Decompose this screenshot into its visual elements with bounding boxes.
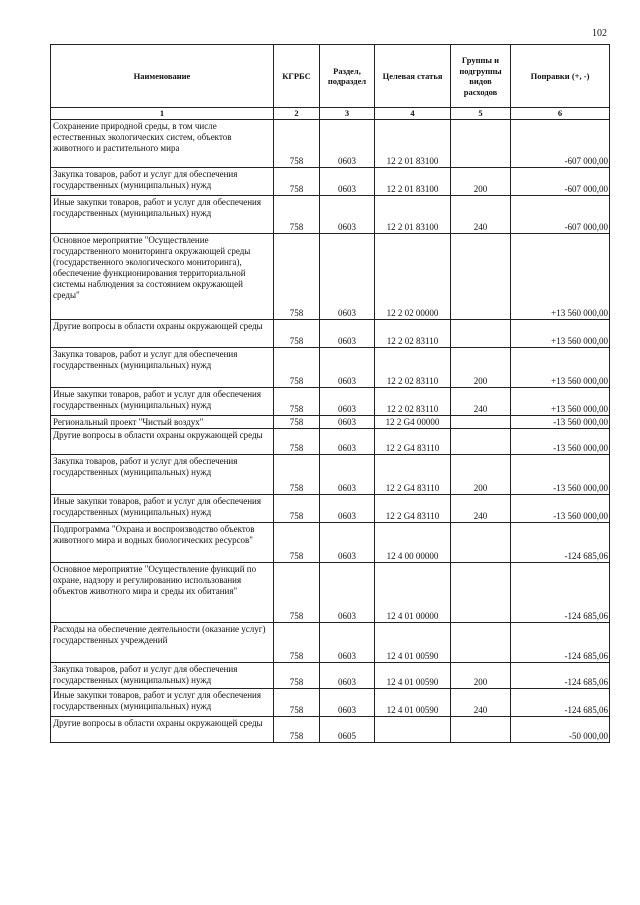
row-target-article bbox=[375, 717, 451, 743]
row-target-article: 12 2 02 00000 bbox=[375, 234, 451, 320]
row-target-article: 12 2 02 83110 bbox=[375, 348, 451, 388]
row-section: 0603 bbox=[320, 495, 375, 523]
column-number: 3 bbox=[320, 108, 375, 120]
table-row bbox=[51, 234, 610, 320]
table-row bbox=[51, 348, 610, 388]
row-amendment: +13 560 000,00 bbox=[511, 234, 610, 320]
row-amendment: -124 685,06 bbox=[511, 623, 610, 663]
row-target-article: 12 2 G4 83110 bbox=[375, 495, 451, 523]
row-amendment: -13 560 000,00 bbox=[511, 429, 610, 455]
row-expense-group bbox=[451, 416, 511, 429]
column-number: 6 bbox=[511, 108, 610, 120]
header-name: Наименование bbox=[51, 45, 274, 108]
column-number: 5 bbox=[451, 108, 511, 120]
row-kgrbs: 758 bbox=[274, 523, 320, 563]
row-kgrbs: 758 bbox=[274, 623, 320, 663]
row-kgrbs: 758 bbox=[274, 196, 320, 234]
row-expense-group bbox=[451, 320, 511, 348]
row-name: Закупка товаров, работ и услуг для обеспечения государственных (муниципальных) нужд bbox=[51, 663, 274, 689]
row-target-article: 12 4 01 00590 bbox=[375, 689, 451, 717]
row-expense-group: 200 bbox=[451, 663, 511, 689]
row-expense-group bbox=[451, 717, 511, 743]
column-number-row bbox=[51, 108, 610, 120]
row-name: Закупка товаров, работ и услуг для обеспечения государственных (муниципальных) нужд bbox=[51, 455, 274, 495]
row-name: Основное мероприятие "Осуществление функций по охране, надзору и регулированию использования объектов животного мира и среды их обитания" bbox=[51, 563, 274, 623]
row-target-article: 12 2 G4 00000 bbox=[375, 416, 451, 429]
row-expense-group: 200 bbox=[451, 455, 511, 495]
row-name: Основное мероприятие "Осуществление государственного мониторинга окружающей среды (государственного экологического мониторинга), обеспечение функционирования территориальной системы наблюдения за состоянием окружающей среды" bbox=[51, 234, 274, 320]
row-name: Расходы на обеспечение деятельности (оказание услуг) государственных учреждений bbox=[51, 623, 274, 663]
row-kgrbs: 758 bbox=[274, 717, 320, 743]
row-amendment: -607 000,00 bbox=[511, 196, 610, 234]
row-kgrbs: 758 bbox=[274, 320, 320, 348]
row-target-article: 12 2 01 83100 bbox=[375, 196, 451, 234]
table-row bbox=[51, 429, 610, 455]
row-target-article: 12 2 G4 83110 bbox=[375, 455, 451, 495]
row-name: Сохранение природной среды, в том числе естественных экологических систем, объектов животного и растительного мира bbox=[51, 120, 274, 168]
row-section: 0603 bbox=[320, 416, 375, 429]
table-row bbox=[51, 623, 610, 663]
row-expense-group: 240 bbox=[451, 689, 511, 717]
table-row bbox=[51, 689, 610, 717]
row-target-article: 12 4 01 00000 bbox=[375, 563, 451, 623]
table-header-row bbox=[51, 45, 610, 108]
row-kgrbs: 758 bbox=[274, 689, 320, 717]
row-section: 0603 bbox=[320, 196, 375, 234]
row-kgrbs: 758 bbox=[274, 563, 320, 623]
row-expense-group bbox=[451, 120, 511, 168]
row-expense-group: 240 bbox=[451, 388, 511, 416]
row-amendment: -13 560 000,00 bbox=[511, 416, 610, 429]
row-section: 0603 bbox=[320, 663, 375, 689]
table-row bbox=[51, 388, 610, 416]
row-expense-group bbox=[451, 623, 511, 663]
row-expense-group: 240 bbox=[451, 495, 511, 523]
row-kgrbs: 758 bbox=[274, 455, 320, 495]
row-section: 0603 bbox=[320, 348, 375, 388]
row-target-article: 12 4 01 00590 bbox=[375, 663, 451, 689]
row-expense-group: 200 bbox=[451, 168, 511, 196]
header-target: Целевая статья bbox=[375, 45, 451, 108]
table-row bbox=[51, 523, 610, 563]
row-target-article: 12 4 00 00000 bbox=[375, 523, 451, 563]
row-amendment: +13 560 000,00 bbox=[511, 320, 610, 348]
row-section: 0605 bbox=[320, 717, 375, 743]
table-row bbox=[51, 563, 610, 623]
row-target-article: 12 2 02 83110 bbox=[375, 320, 451, 348]
table-row bbox=[51, 663, 610, 689]
row-amendment: -124 685,06 bbox=[511, 563, 610, 623]
row-amendment: -607 000,00 bbox=[511, 120, 610, 168]
row-section: 0603 bbox=[320, 429, 375, 455]
row-section: 0603 bbox=[320, 168, 375, 196]
page-number: 102 bbox=[592, 28, 607, 39]
row-kgrbs: 758 bbox=[274, 416, 320, 429]
row-name: Другие вопросы в области охраны окружающей среды bbox=[51, 320, 274, 348]
header-kgrbs: КГРБС bbox=[274, 45, 320, 108]
row-name: Региональный проект "Чистый воздух" bbox=[51, 416, 274, 429]
row-name: Закупка товаров, работ и услуг для обеспечения государственных (муниципальных) нужд bbox=[51, 168, 274, 196]
row-name: Подпрограмма "Охрана и воспроизводство объектов животного мира и водных биологических ресурсов" bbox=[51, 523, 274, 563]
row-kgrbs: 758 bbox=[274, 495, 320, 523]
column-number: 2 bbox=[274, 108, 320, 120]
row-section: 0603 bbox=[320, 623, 375, 663]
row-kgrbs: 758 bbox=[274, 663, 320, 689]
row-amendment: -124 685,06 bbox=[511, 689, 610, 717]
row-expense-group bbox=[451, 523, 511, 563]
row-name: Закупка товаров, работ и услуг для обеспечения государственных (муниципальных) нужд bbox=[51, 348, 274, 388]
row-target-article: 12 2 G4 83110 bbox=[375, 429, 451, 455]
row-amendment: -124 685,06 bbox=[511, 663, 610, 689]
row-amendment: +13 560 000,00 bbox=[511, 348, 610, 388]
row-name: Другие вопросы в области охраны окружающей среды bbox=[51, 717, 274, 743]
row-amendment: -50 000,00 bbox=[511, 717, 610, 743]
header-amendments: Поправки (+, -) bbox=[511, 45, 610, 108]
row-name: Иные закупки товаров, работ и услуг для обеспечения государственных (муниципальных) нужд bbox=[51, 495, 274, 523]
table-row bbox=[51, 717, 610, 743]
row-target-article: 12 4 01 00590 bbox=[375, 623, 451, 663]
row-kgrbs: 758 bbox=[274, 388, 320, 416]
row-section: 0603 bbox=[320, 388, 375, 416]
header-groups: Группы и подгруппы видов расходов bbox=[451, 45, 511, 108]
column-number: 4 bbox=[375, 108, 451, 120]
row-section: 0603 bbox=[320, 689, 375, 717]
table-row bbox=[51, 196, 610, 234]
row-kgrbs: 758 bbox=[274, 234, 320, 320]
row-kgrbs: 758 bbox=[274, 348, 320, 388]
table-row bbox=[51, 120, 610, 168]
budget-amendments-table bbox=[50, 44, 610, 743]
row-expense-group: 200 bbox=[451, 348, 511, 388]
row-name: Иные закупки товаров, работ и услуг для обеспечения государственных (муниципальных) нужд bbox=[51, 388, 274, 416]
row-amendment: -13 560 000,00 bbox=[511, 455, 610, 495]
row-name: Иные закупки товаров, работ и услуг для обеспечения государственных (муниципальных) нужд bbox=[51, 196, 274, 234]
row-section: 0603 bbox=[320, 455, 375, 495]
table-row bbox=[51, 320, 610, 348]
table-row bbox=[51, 455, 610, 495]
row-name: Иные закупки товаров, работ и услуг для обеспечения государственных (муниципальных) нужд bbox=[51, 689, 274, 717]
row-section: 0603 bbox=[320, 563, 375, 623]
row-target-article: 12 2 02 83110 bbox=[375, 388, 451, 416]
row-expense-group bbox=[451, 234, 511, 320]
row-kgrbs: 758 bbox=[274, 120, 320, 168]
column-number: 1 bbox=[51, 108, 274, 120]
table-row bbox=[51, 495, 610, 523]
row-section: 0603 bbox=[320, 120, 375, 168]
row-section: 0603 bbox=[320, 320, 375, 348]
row-amendment: -124 685,06 bbox=[511, 523, 610, 563]
row-name: Другие вопросы в области охраны окружающей среды bbox=[51, 429, 274, 455]
row-kgrbs: 758 bbox=[274, 429, 320, 455]
row-expense-group: 240 bbox=[451, 196, 511, 234]
table-row bbox=[51, 168, 610, 196]
table-row bbox=[51, 416, 610, 429]
row-section: 0603 bbox=[320, 523, 375, 563]
row-target-article: 12 2 01 83100 bbox=[375, 120, 451, 168]
row-amendment: -607 000,00 bbox=[511, 168, 610, 196]
row-amendment: -13 560 000,00 bbox=[511, 495, 610, 523]
header-section: Раздел, подраздел bbox=[320, 45, 375, 108]
row-target-article: 12 2 01 83100 bbox=[375, 168, 451, 196]
row-section: 0603 bbox=[320, 234, 375, 320]
row-amendment: +13 560 000,00 bbox=[511, 388, 610, 416]
row-expense-group bbox=[451, 429, 511, 455]
row-expense-group bbox=[451, 563, 511, 623]
row-kgrbs: 758 bbox=[274, 168, 320, 196]
